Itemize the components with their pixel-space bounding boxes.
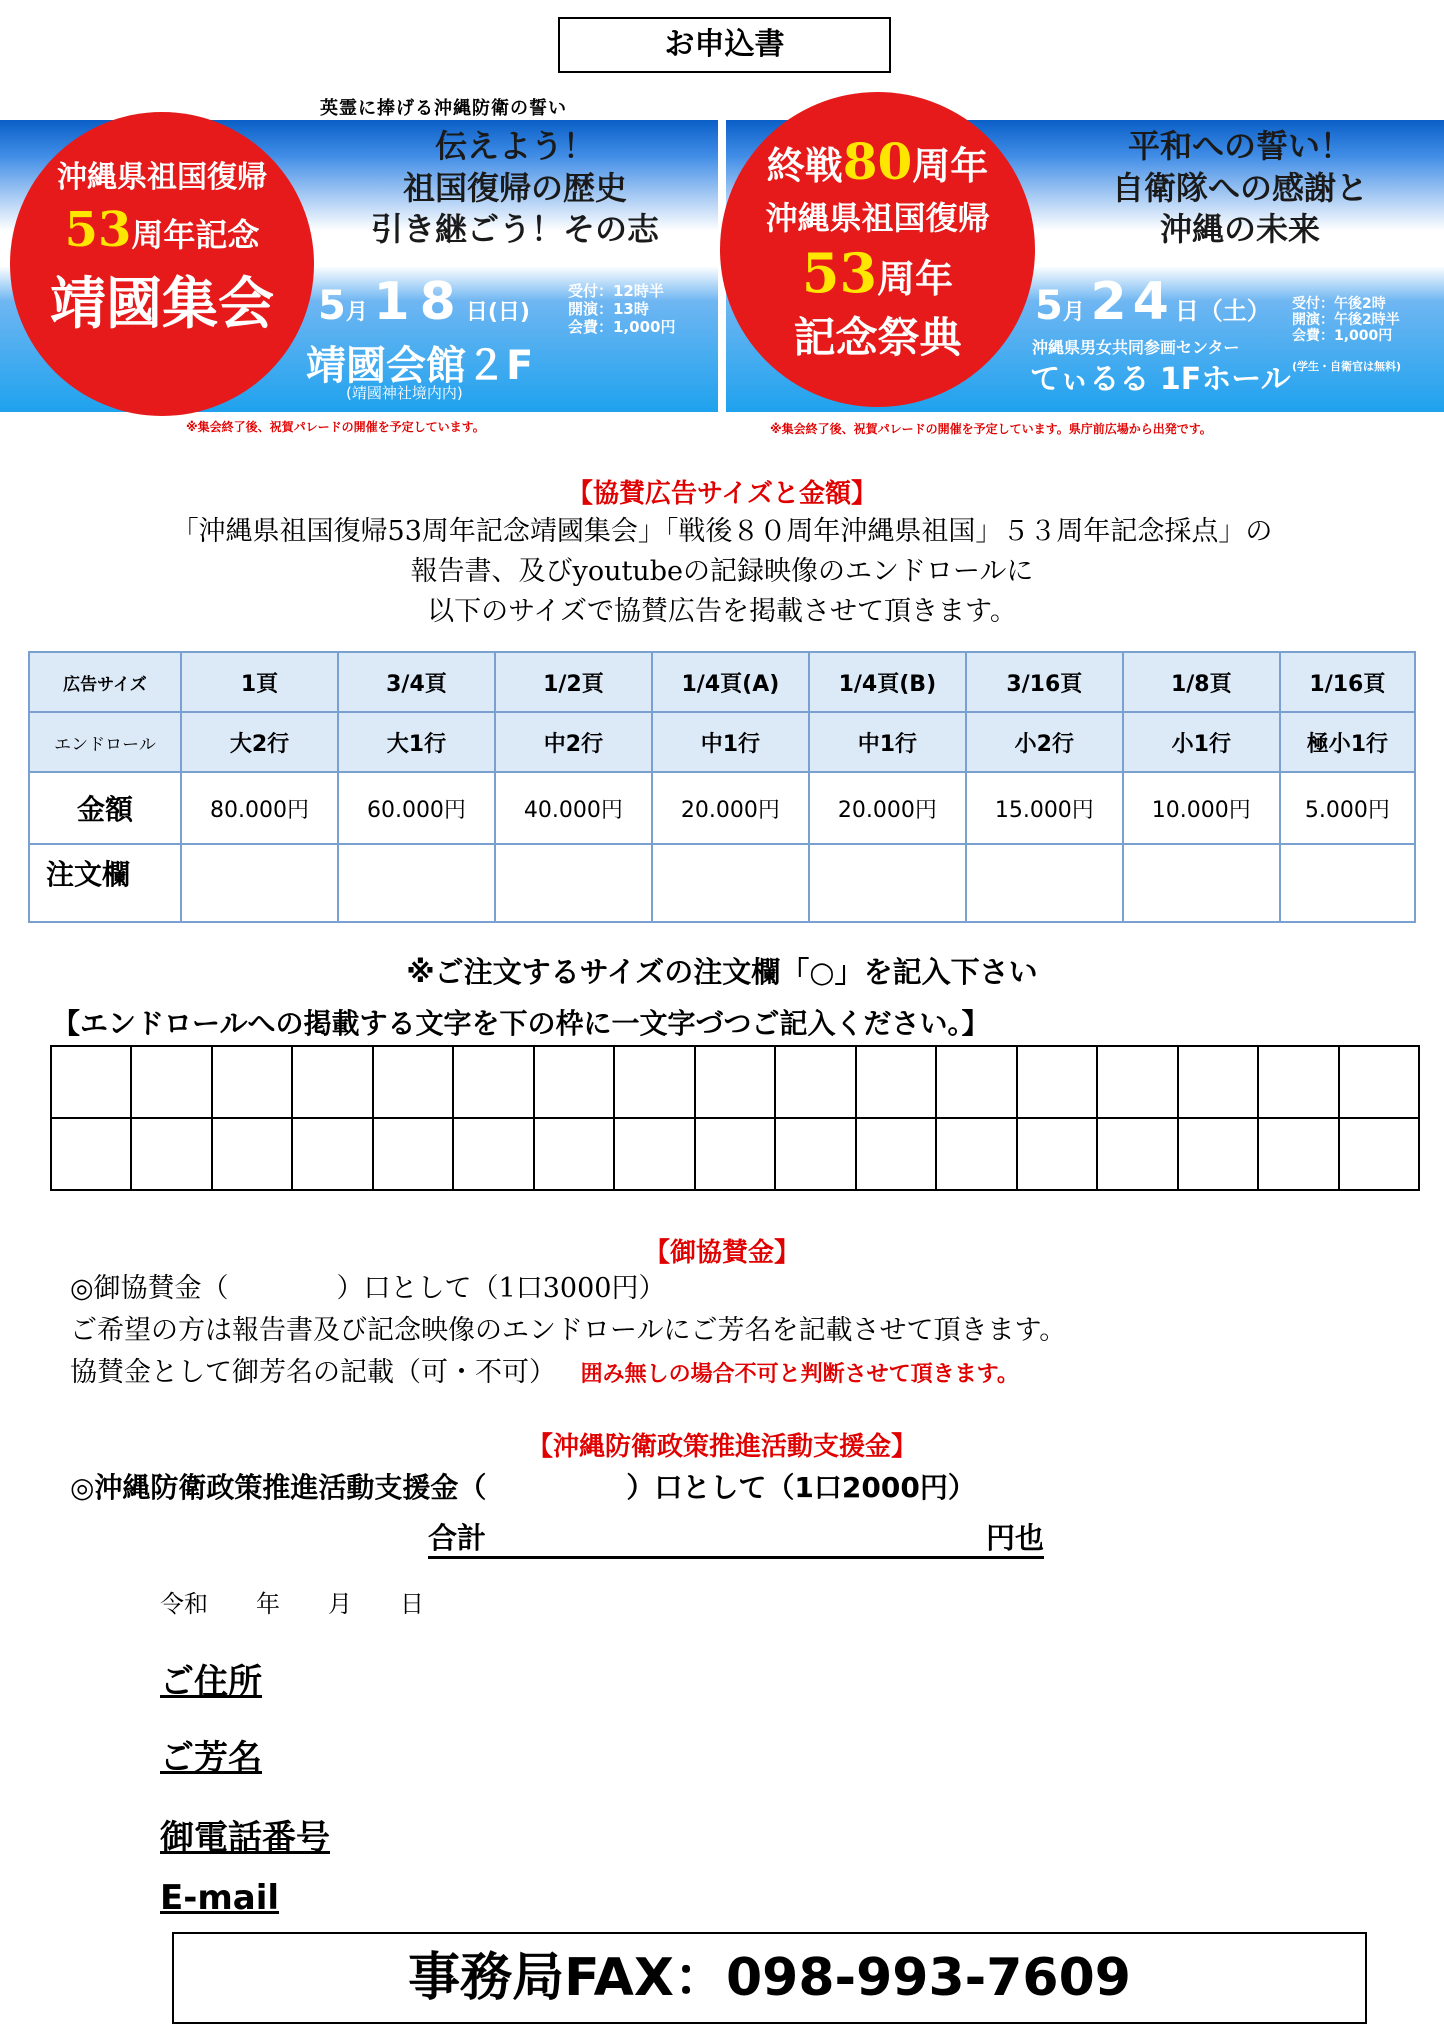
char-box[interactable] bbox=[936, 1046, 1016, 1118]
table-cell: 5.000円 bbox=[1280, 772, 1415, 844]
table-cell: 15.000円 bbox=[966, 772, 1123, 844]
char-box[interactable] bbox=[1097, 1046, 1177, 1118]
sponsor-line: 協賛金として御芳名の記載（可・不可） bbox=[70, 1357, 556, 1388]
event2-venue-small: 沖縄県男女共同参画センター bbox=[1032, 338, 1240, 357]
char-box[interactable] bbox=[1178, 1118, 1258, 1190]
event1-day-unit: 日(日) bbox=[465, 300, 530, 325]
total-label: 合計 bbox=[428, 1521, 487, 1555]
table-cell: 40.000円 bbox=[495, 772, 652, 844]
table-row-endroll bbox=[29, 712, 1415, 772]
order-cell[interactable] bbox=[495, 844, 652, 922]
event2-slogan-line: 沖縄の未来 bbox=[1159, 210, 1320, 249]
table-cell: 1/4頁(B) bbox=[809, 652, 966, 712]
sponsor-warning: 囲み無しの場合不可と判断させて頂きます。 bbox=[580, 1362, 1019, 1387]
table-cell: 中1行 bbox=[652, 712, 809, 772]
event1-circle-line3: 靖國集会 bbox=[50, 271, 274, 337]
event2-info-line: 受付：午後2時 bbox=[1292, 296, 1386, 312]
table-cell: 1/2頁 bbox=[495, 652, 652, 712]
event2-circle-line1a: 終戦 bbox=[766, 143, 843, 188]
char-box[interactable] bbox=[1339, 1046, 1420, 1118]
char-box[interactable] bbox=[1339, 1118, 1420, 1190]
char-box[interactable] bbox=[1017, 1118, 1097, 1190]
event1-venue-sub: (靖國神社境内内) bbox=[346, 384, 463, 402]
event1-circle-line1: 沖縄県祖国復帰 bbox=[57, 160, 267, 195]
event1-month-unit: 月 bbox=[345, 300, 368, 325]
order-cell[interactable] bbox=[652, 844, 809, 922]
table-cell: 大2行 bbox=[181, 712, 338, 772]
table-cell: 20.000円 bbox=[652, 772, 809, 844]
table-cell: 極小1行 bbox=[1280, 712, 1415, 772]
event1-day: 18 bbox=[373, 272, 466, 332]
char-box[interactable] bbox=[695, 1046, 775, 1118]
table-cell: 大1行 bbox=[338, 712, 495, 772]
date-line[interactable]: 令和 年 月 日 bbox=[160, 1590, 424, 1618]
table-cell: 小2行 bbox=[966, 712, 1123, 772]
table-cell: 中2行 bbox=[495, 712, 652, 772]
table-cell: 1/8頁 bbox=[1123, 652, 1280, 712]
table-cell: 3/16頁 bbox=[966, 652, 1123, 712]
grid-row bbox=[51, 1046, 1419, 1118]
char-box[interactable] bbox=[131, 1118, 211, 1190]
table-cell: 80.000円 bbox=[181, 772, 338, 844]
char-box[interactable] bbox=[936, 1118, 1016, 1190]
char-box[interactable] bbox=[1178, 1046, 1258, 1118]
ad-text-line: 報告書、及びyoutubeの記録映像のエンドロールに bbox=[410, 556, 1034, 587]
event2-circle bbox=[720, 92, 1035, 407]
event2-circle-num2: 53 bbox=[801, 241, 878, 305]
event2-month-unit: 月 bbox=[1062, 300, 1085, 325]
table-cell: 3/4頁 bbox=[338, 652, 495, 712]
email-label: E-mail bbox=[160, 1878, 280, 1918]
order-cell[interactable] bbox=[809, 844, 966, 922]
order-cell[interactable] bbox=[966, 844, 1123, 922]
table-cell: 60.000円 bbox=[338, 772, 495, 844]
event1-date bbox=[318, 272, 530, 332]
char-box[interactable] bbox=[614, 1046, 694, 1118]
sponsor-text bbox=[70, 1268, 1066, 1396]
event2-slogan-line: 平和への誓い！ bbox=[1127, 127, 1352, 165]
ad-section-heading: 【協賛広告サイズと金額】 bbox=[567, 479, 877, 509]
char-box[interactable] bbox=[1258, 1046, 1338, 1118]
table-row-order bbox=[29, 844, 1415, 922]
char-box[interactable] bbox=[131, 1046, 211, 1118]
order-label: 注文欄 bbox=[29, 844, 181, 922]
char-box[interactable] bbox=[856, 1046, 936, 1118]
order-cell[interactable] bbox=[1123, 844, 1280, 922]
char-box[interactable] bbox=[453, 1118, 533, 1190]
event1-slogan-line: 祖国復帰の歴史 bbox=[402, 168, 627, 207]
event2-circle-line3: 周年 bbox=[877, 256, 954, 301]
ad-text-line: 「沖縄県祖国復帰53周年記念靖國集会」「戦後８０周年沖縄県祖国」５３周年記念採点」の bbox=[171, 516, 1273, 547]
table-row-prices bbox=[29, 772, 1415, 844]
event1-slogan bbox=[330, 126, 700, 251]
char-box[interactable] bbox=[775, 1046, 855, 1118]
event2-circle-num1: 80 bbox=[842, 132, 913, 191]
char-box[interactable] bbox=[614, 1118, 694, 1190]
char-box[interactable] bbox=[292, 1046, 372, 1118]
endroll-note: 【エンドロールへの掲載する文字を下の枠に一文字づつご記入ください。】 bbox=[52, 1007, 990, 1040]
char-box[interactable] bbox=[1017, 1046, 1097, 1118]
event2-info bbox=[1292, 296, 1400, 344]
event1-info-line: 会費：1,000円 bbox=[568, 318, 676, 336]
sponsor-heading: 【御協賛金】 bbox=[643, 1238, 800, 1268]
ad-section-text bbox=[0, 512, 1444, 632]
event2-info-line: 開演：午後2時半 bbox=[1292, 312, 1400, 329]
event1-info bbox=[568, 282, 675, 336]
sponsor-line: ◎御協賛金（ ）口として（1口3000円） bbox=[70, 1273, 666, 1304]
event1-circle-line2: 周年記念 bbox=[131, 216, 260, 254]
order-cell[interactable] bbox=[181, 844, 338, 922]
total-line bbox=[428, 1516, 1044, 1559]
char-box[interactable] bbox=[373, 1118, 453, 1190]
table-cell: 1頁 bbox=[181, 652, 338, 712]
ad-price-table bbox=[28, 651, 1416, 923]
total-unit: 円也 bbox=[985, 1521, 1044, 1555]
event1-venue: 靖國会館２F bbox=[306, 343, 534, 389]
event2-day: 24 bbox=[1090, 272, 1175, 332]
event2-slogan-line: 自衛隊への感謝と bbox=[1111, 168, 1368, 207]
event1-month: 5 bbox=[318, 283, 346, 329]
char-box[interactable] bbox=[51, 1046, 131, 1118]
char-box[interactable] bbox=[775, 1118, 855, 1190]
table-cell: 10.000円 bbox=[1123, 772, 1280, 844]
size-label: 広告サイズ bbox=[29, 652, 181, 712]
event1-slogan-line: 引き継ごう！その志 bbox=[370, 210, 659, 249]
support-heading: 【沖縄防衛政策推進活動支援金】 bbox=[526, 1432, 917, 1462]
form-title: お申込書 bbox=[558, 17, 891, 73]
office-fax: 事務局FAX：098-993-7609 bbox=[172, 1932, 1367, 2024]
event1-info-line: 受付：12時半 bbox=[568, 282, 664, 300]
event1-circle-num: 53 bbox=[64, 202, 132, 258]
event2-circle-line4: 記念祭典 bbox=[793, 313, 962, 362]
table-cell: 小1行 bbox=[1123, 712, 1280, 772]
table-cell: 20.000円 bbox=[809, 772, 966, 844]
order-cell[interactable] bbox=[338, 844, 495, 922]
char-box[interactable] bbox=[1097, 1118, 1177, 1190]
table-cell: 1/4頁(A) bbox=[652, 652, 809, 712]
ad-text-line: 以下のサイズで協賛広告を掲載させて頂きます。 bbox=[427, 596, 1017, 627]
char-box[interactable] bbox=[373, 1046, 453, 1118]
event2-day-unit: 日（土） bbox=[1174, 297, 1271, 325]
event1-info-line: 開演：13時 bbox=[568, 300, 649, 318]
event2-info-line: 会費：1,000円 bbox=[1292, 328, 1393, 345]
phone-label: 御電話番号 bbox=[160, 1818, 330, 1858]
address-label: ご住所 bbox=[160, 1662, 262, 1702]
event2-month: 5 bbox=[1035, 283, 1063, 329]
table-row-sizes bbox=[29, 652, 1415, 712]
grid-row bbox=[51, 1118, 1419, 1190]
event1-slogan-line: 伝えよう！ bbox=[434, 127, 595, 165]
event2-circle-line1b: 周年 bbox=[912, 143, 989, 188]
char-box[interactable] bbox=[695, 1118, 775, 1190]
event2-circle-line2: 沖縄県祖国復帰 bbox=[765, 199, 990, 237]
event2-slogan bbox=[1050, 126, 1430, 251]
char-box[interactable] bbox=[534, 1118, 614, 1190]
event2-info-free: (学生・自衛官は無料) bbox=[1292, 360, 1402, 373]
endroll-label: エンドロール bbox=[29, 712, 181, 772]
event2-date bbox=[1035, 272, 1271, 332]
sponsor-line: ご希望の方は報告書及び記念映像のエンドロールにご芳名を記載させて頂きます。 bbox=[70, 1315, 1067, 1346]
table-cell: 中1行 bbox=[809, 712, 966, 772]
char-box[interactable] bbox=[534, 1046, 614, 1118]
char-box[interactable] bbox=[453, 1046, 533, 1118]
order-note: ※ご注文するサイズの注文欄「○」を記入下さい bbox=[406, 955, 1038, 989]
char-box[interactable] bbox=[212, 1118, 292, 1190]
char-box[interactable] bbox=[212, 1046, 292, 1118]
order-cell[interactable] bbox=[1280, 844, 1415, 922]
name-label: ご芳名 bbox=[160, 1738, 262, 1778]
char-box[interactable] bbox=[1258, 1118, 1338, 1190]
event2-note: ※集会終了後、祝賀パレードの開催を予定しています。県庁前広場から出発です。 bbox=[770, 422, 1212, 436]
price-label: 金額 bbox=[29, 772, 181, 844]
support-line: ◎沖縄防衛政策推進活動支援金（ ）口として（1口2000円） bbox=[70, 1471, 976, 1504]
endroll-character-grid bbox=[50, 1045, 1420, 1191]
char-box[interactable] bbox=[51, 1118, 131, 1190]
char-box[interactable] bbox=[856, 1118, 936, 1190]
event2-venue: てぃるる 1Fホール bbox=[1030, 362, 1291, 397]
event1-note: ※集会終了後、祝賀パレードの開催を予定しています。 bbox=[186, 420, 485, 434]
char-box[interactable] bbox=[292, 1118, 372, 1190]
table-cell: 1/16頁 bbox=[1280, 652, 1415, 712]
event1-circle bbox=[10, 112, 314, 416]
dedication-text: 英霊に捧げる沖縄防衛の誓い bbox=[320, 98, 567, 119]
